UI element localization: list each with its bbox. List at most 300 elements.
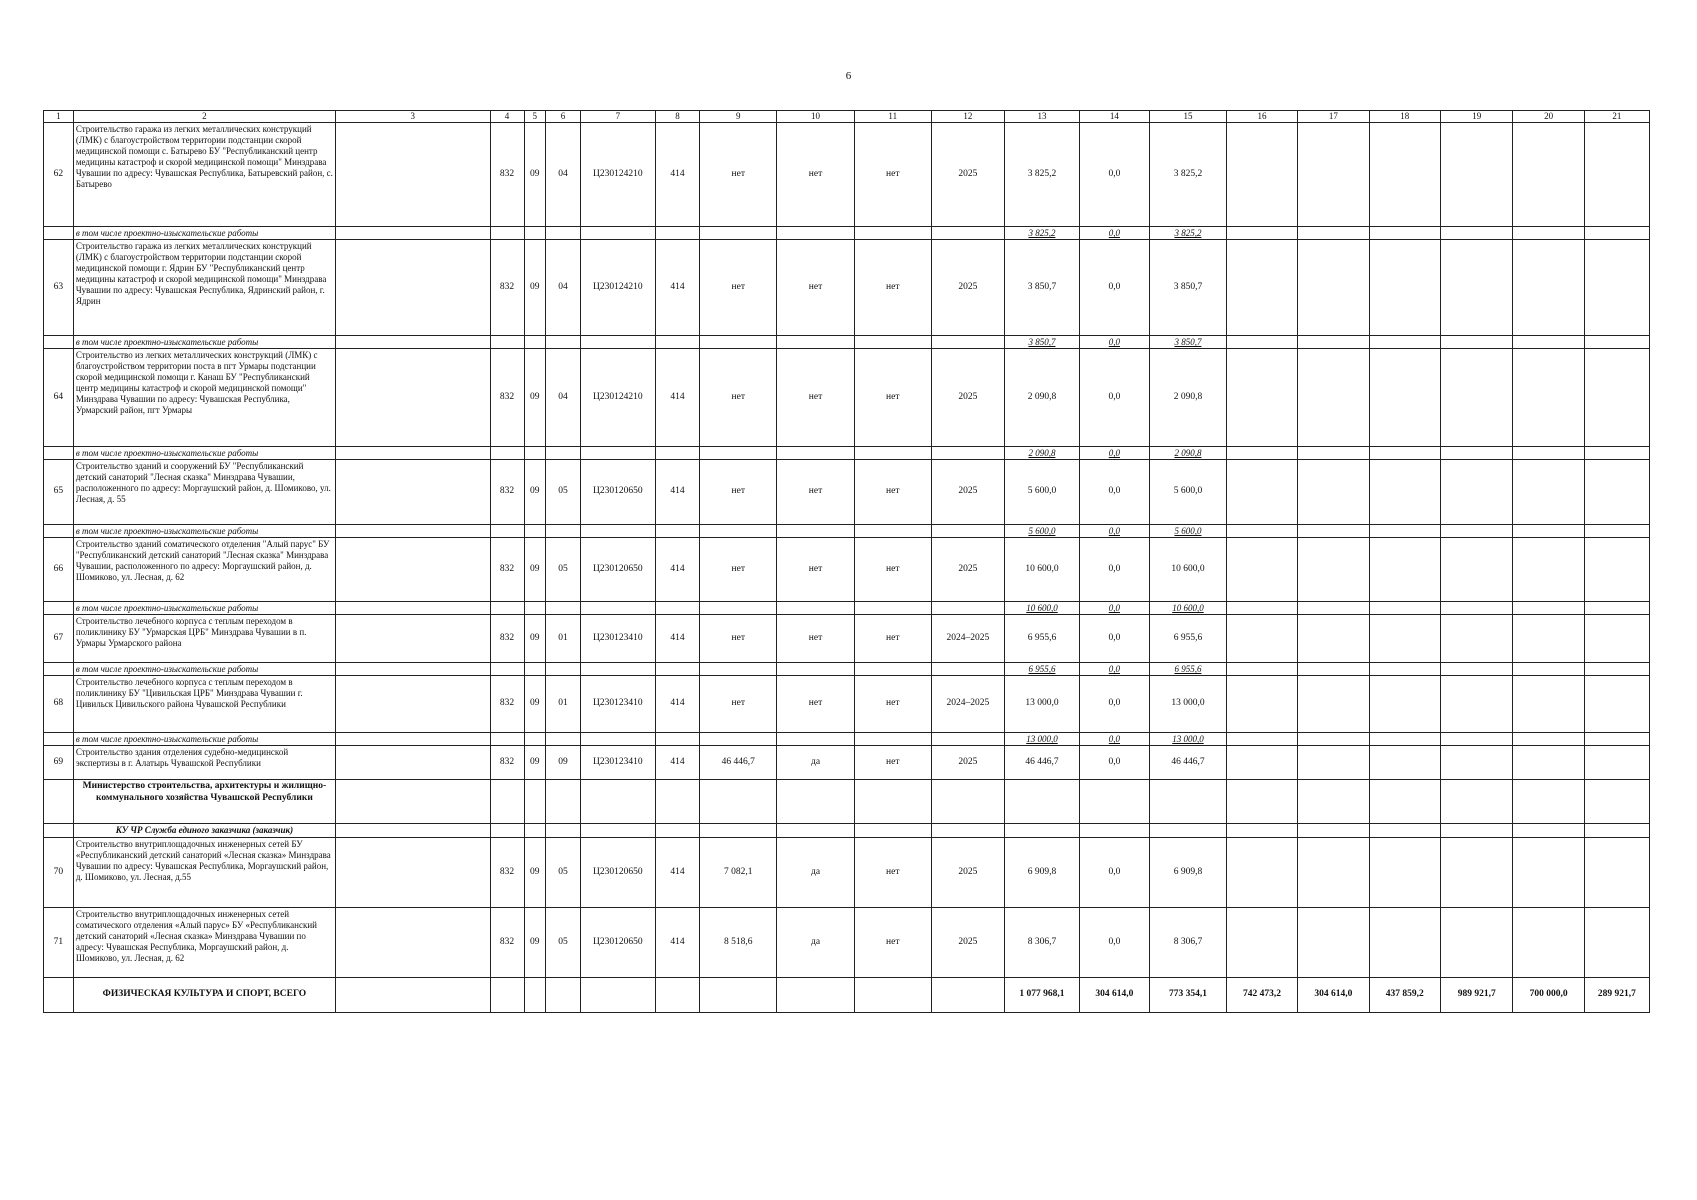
empty-cell [1440, 733, 1512, 746]
empty-cell [1226, 460, 1297, 525]
cell-c8: 414 [655, 123, 700, 227]
empty-cell [854, 447, 931, 460]
design-survey-label: в том числе проектно-изыскательские работы [73, 336, 335, 349]
empty-cell [44, 978, 74, 1013]
cell-c14: 0,0 [1079, 663, 1149, 676]
empty-cell [1369, 240, 1440, 336]
empty-cell [1226, 602, 1297, 615]
empty-cell [44, 780, 74, 824]
cell-c10: нет [777, 460, 855, 525]
empty-cell [335, 460, 490, 525]
empty-cell [524, 447, 545, 460]
empty-cell [524, 336, 545, 349]
column-number: 10 [777, 111, 855, 123]
cell-c9: нет [700, 676, 777, 733]
object-name: Строительство зданий и сооружений БУ "Республиканский детский санаторий "Лесная сказка" Минздрава Чувашии, расположенного по адресу: Моргаушский район, д. Шомиково, ул. Лесная, д. 55 [73, 460, 335, 525]
table-row [44, 123, 1650, 227]
empty-cell [1369, 349, 1440, 447]
empty-cell [700, 227, 777, 240]
cell-c10: нет [777, 615, 855, 663]
empty-cell [1005, 824, 1080, 838]
table-row [44, 908, 1650, 978]
empty-cell [335, 123, 490, 227]
cell-c5: 09 [524, 123, 545, 227]
column-number: 7 [581, 111, 656, 123]
cell-c13: 3 825,2 [1005, 227, 1080, 240]
empty-cell [700, 733, 777, 746]
empty-cell [335, 733, 490, 746]
cell-c13: 6 955,6 [1005, 663, 1080, 676]
column-number: 11 [854, 111, 931, 123]
cell-c12: 2025 [931, 460, 1005, 525]
empty-cell [655, 447, 700, 460]
empty-cell [1298, 824, 1369, 838]
empty-cell [1369, 615, 1440, 663]
empty-cell [545, 663, 580, 676]
cell-c15: 3 825,2 [1150, 123, 1227, 227]
cell-c5: 09 [524, 240, 545, 336]
empty-cell [1226, 615, 1297, 663]
cell-c13: 5 600,0 [1005, 460, 1080, 525]
empty-cell [1440, 240, 1512, 336]
empty-cell [1369, 538, 1440, 602]
empty-cell [777, 663, 855, 676]
empty-cell [581, 780, 656, 824]
cell-c14: 0,0 [1079, 460, 1149, 525]
empty-cell [490, 336, 524, 349]
cell-c4: 832 [490, 838, 524, 908]
cell-c14: 0,0 [1079, 447, 1149, 460]
empty-cell [44, 824, 74, 838]
cell-c14: 0,0 [1079, 838, 1149, 908]
object-name: Строительство зданий соматического отделения "Алый парус" БУ "Республиканский детский санаторий "Лесная сказка" Минздрава Чувашии, расположенного по адресу: Моргаушский район, д. Шомиково, ул. Лесная, д. 62 [73, 538, 335, 602]
cell-c6: 05 [545, 538, 580, 602]
empty-cell [1440, 123, 1512, 227]
empty-cell [777, 978, 855, 1013]
cell-c14: 0,0 [1079, 227, 1149, 240]
empty-cell [931, 227, 1005, 240]
cell-c15: 6 955,6 [1150, 663, 1227, 676]
cell-c13: 5 600,0 [1005, 525, 1080, 538]
empty-cell [1226, 538, 1297, 602]
empty-cell [1513, 447, 1584, 460]
empty-cell [1298, 447, 1369, 460]
column-number: 20 [1513, 111, 1584, 123]
cell-c9: 8 518,6 [700, 908, 777, 978]
empty-cell [1584, 447, 1649, 460]
empty-cell [1226, 746, 1297, 780]
empty-cell [524, 602, 545, 615]
empty-cell [335, 349, 490, 447]
empty-cell [44, 525, 74, 538]
empty-cell [1005, 780, 1080, 824]
row-number: 67 [44, 615, 74, 663]
column-number-row [44, 111, 1650, 123]
empty-cell [1298, 615, 1369, 663]
empty-cell [1584, 336, 1649, 349]
cell-c14: 0,0 [1079, 123, 1149, 227]
cell-c4: 832 [490, 676, 524, 733]
empty-cell [655, 978, 700, 1013]
empty-cell [335, 615, 490, 663]
empty-cell [581, 978, 656, 1013]
cell-c13: 2 090,8 [1005, 447, 1080, 460]
empty-cell [777, 780, 855, 824]
cell-c14: 0,0 [1079, 349, 1149, 447]
empty-cell [1584, 123, 1649, 227]
design-survey-label: в том числе проектно-изыскательские работы [73, 525, 335, 538]
empty-cell [777, 336, 855, 349]
empty-cell [1369, 908, 1440, 978]
empty-cell [777, 602, 855, 615]
cell-c14: 0,0 [1079, 538, 1149, 602]
empty-cell [335, 676, 490, 733]
cell-c10: да [777, 838, 855, 908]
empty-cell [1513, 838, 1584, 908]
table-row [44, 746, 1650, 780]
empty-cell [931, 525, 1005, 538]
agency-heading-row [44, 824, 1650, 838]
cell-c7: Ц230123410 [581, 746, 656, 780]
ministry-heading-row [44, 780, 1650, 824]
empty-cell [44, 602, 74, 615]
empty-cell [1584, 824, 1649, 838]
empty-cell [545, 780, 580, 824]
empty-cell [1513, 780, 1584, 824]
empty-cell [700, 602, 777, 615]
empty-cell [581, 525, 656, 538]
column-number: 17 [1298, 111, 1369, 123]
cell-c4: 832 [490, 538, 524, 602]
empty-cell [1440, 349, 1512, 447]
cell-c7: Ц230120650 [581, 838, 656, 908]
table-row [44, 838, 1650, 908]
empty-cell [1369, 663, 1440, 676]
empty-cell [1226, 824, 1297, 838]
empty-cell [490, 780, 524, 824]
empty-cell [335, 240, 490, 336]
empty-cell [1513, 349, 1584, 447]
cell-c9: нет [700, 349, 777, 447]
empty-cell [1298, 538, 1369, 602]
cell-c14: 0,0 [1079, 746, 1149, 780]
cell-c15: 3 850,7 [1150, 240, 1227, 336]
cell-c15: 8 306,7 [1150, 908, 1227, 978]
column-number: 1 [44, 111, 74, 123]
cell-c8: 414 [655, 538, 700, 602]
cell-c7: Ц230123410 [581, 615, 656, 663]
design-survey-row [44, 733, 1650, 746]
empty-cell [777, 525, 855, 538]
object-name: Строительство здания отделения судебно-медицинской экспертизы в г. Алатырь Чувашской Республики [73, 746, 335, 780]
empty-cell [1513, 676, 1584, 733]
total-c16: 742 473,2 [1226, 978, 1297, 1013]
empty-cell [700, 336, 777, 349]
cell-c8: 414 [655, 349, 700, 447]
column-number: 21 [1584, 111, 1649, 123]
cell-c15: 10 600,0 [1150, 602, 1227, 615]
empty-cell [1226, 733, 1297, 746]
empty-cell [1440, 336, 1512, 349]
cell-c13: 8 306,7 [1005, 908, 1080, 978]
empty-cell [1584, 663, 1649, 676]
empty-cell [1369, 447, 1440, 460]
cell-c13: 10 600,0 [1005, 538, 1080, 602]
cell-c11: нет [854, 123, 931, 227]
cell-c11: нет [854, 838, 931, 908]
empty-cell [1584, 733, 1649, 746]
table-row [44, 240, 1650, 336]
design-survey-label: в том числе проектно-изыскательские работы [73, 602, 335, 615]
empty-cell [1513, 525, 1584, 538]
cell-c7: Ц230120650 [581, 908, 656, 978]
cell-c7: Ц230120650 [581, 538, 656, 602]
empty-cell [545, 447, 580, 460]
empty-cell [1513, 240, 1584, 336]
cell-c4: 832 [490, 123, 524, 227]
empty-cell [581, 602, 656, 615]
empty-cell [777, 824, 855, 838]
design-survey-label: в том числе проектно-изыскательские работы [73, 733, 335, 746]
object-name: Строительство лечебного корпуса с теплым переходом в поликлинику БУ "Урмарская ЦРБ" Минздрава Чувашии в п. Урмары Урмарского района [73, 615, 335, 663]
empty-cell [545, 227, 580, 240]
empty-cell [1298, 780, 1369, 824]
column-number: 4 [490, 111, 524, 123]
empty-cell [1369, 676, 1440, 733]
column-number: 16 [1226, 111, 1297, 123]
empty-cell [335, 780, 490, 824]
empty-cell [1513, 615, 1584, 663]
empty-cell [1584, 780, 1649, 824]
cell-c8: 414 [655, 746, 700, 780]
row-number: 64 [44, 349, 74, 447]
empty-cell [931, 447, 1005, 460]
empty-cell [490, 602, 524, 615]
cell-c10: да [777, 746, 855, 780]
cell-c12: 2025 [931, 538, 1005, 602]
row-number: 70 [44, 838, 74, 908]
cell-c13: 13 000,0 [1005, 733, 1080, 746]
empty-cell [335, 525, 490, 538]
cell-c11: нет [854, 908, 931, 978]
column-number: 12 [931, 111, 1005, 123]
empty-cell [1298, 676, 1369, 733]
cell-c13: 3 825,2 [1005, 123, 1080, 227]
empty-cell [655, 336, 700, 349]
empty-cell [1298, 733, 1369, 746]
empty-cell [335, 538, 490, 602]
empty-cell [1440, 746, 1512, 780]
empty-cell [1369, 746, 1440, 780]
empty-cell [854, 227, 931, 240]
cell-c14: 0,0 [1079, 336, 1149, 349]
empty-cell [44, 336, 74, 349]
table-row [44, 676, 1650, 733]
column-number: 3 [335, 111, 490, 123]
object-name: Строительство внутриплощадочных инженерных сетей соматического отделения «Алый парус» БУ «Республиканский детский санаторий «Лесная сказка» Минздрава Чувашии по адресу: Чувашская Республика, Моргаушский район, д. Шомиково, ул. Лесная, д. 62 [73, 908, 335, 978]
total-c13: 1 077 968,1 [1005, 978, 1080, 1013]
design-survey-label: в том числе проектно-изыскательские работы [73, 447, 335, 460]
cell-c9: нет [700, 538, 777, 602]
empty-cell [854, 336, 931, 349]
cell-c10: да [777, 908, 855, 978]
cell-c15: 46 446,7 [1150, 746, 1227, 780]
empty-cell [1298, 525, 1369, 538]
empty-cell [1513, 663, 1584, 676]
empty-cell [1298, 240, 1369, 336]
cell-c11: нет [854, 746, 931, 780]
empty-cell [545, 824, 580, 838]
empty-cell [1584, 602, 1649, 615]
empty-cell [335, 824, 490, 838]
row-number: 71 [44, 908, 74, 978]
cell-c13: 46 446,7 [1005, 746, 1080, 780]
empty-cell [1440, 663, 1512, 676]
cell-c15: 3 850,7 [1150, 336, 1227, 349]
agency-heading: КУ ЧР Служба единого заказчика (заказчик) [73, 824, 335, 838]
empty-cell [335, 336, 490, 349]
cell-c6: 05 [545, 460, 580, 525]
empty-cell [1298, 602, 1369, 615]
cell-c12: 2024–2025 [931, 676, 1005, 733]
object-name: Строительство из легких металлических конструкций (ЛМК) с благоустройством территории поста в пгт Урмары подстанции скорой медицинской помощи г. Канаш БУ "Республиканский центр медицины катастроф и скорой медицинской помощи" Минздрава Чувашии по адресу: Чувашская Республика, Урмарский район, пгт Урмары [73, 349, 335, 447]
empty-cell [524, 227, 545, 240]
empty-cell [1226, 663, 1297, 676]
cell-c13: 3 850,7 [1005, 240, 1080, 336]
object-name: Строительство лечебного корпуса с теплым переходом в поликлинику БУ "Цивильская ЦРБ" Минздрава Чувашии г. Цивильск Цивильского района Чувашской Республики [73, 676, 335, 733]
cell-c13: 13 000,0 [1005, 676, 1080, 733]
empty-cell [1079, 824, 1149, 838]
cell-c15: 6 909,8 [1150, 838, 1227, 908]
empty-cell [1584, 460, 1649, 525]
empty-cell [1440, 824, 1512, 838]
empty-cell [490, 447, 524, 460]
empty-cell [777, 733, 855, 746]
column-number: 19 [1440, 111, 1512, 123]
cell-c9: 46 446,7 [700, 746, 777, 780]
row-number: 69 [44, 746, 74, 780]
empty-cell [1440, 525, 1512, 538]
empty-cell [1226, 838, 1297, 908]
cell-c14: 0,0 [1079, 240, 1149, 336]
cell-c5: 09 [524, 676, 545, 733]
empty-cell [1226, 908, 1297, 978]
row-number: 66 [44, 538, 74, 602]
cell-c9: 7 082,1 [700, 838, 777, 908]
empty-cell [1226, 525, 1297, 538]
empty-cell [1298, 123, 1369, 227]
cell-c7: Ц230124210 [581, 123, 656, 227]
total-row [44, 978, 1650, 1013]
budget-table [43, 110, 1650, 1013]
cell-c6: 04 [545, 240, 580, 336]
cell-c10: нет [777, 676, 855, 733]
empty-cell [44, 733, 74, 746]
cell-c9: нет [700, 460, 777, 525]
cell-c11: нет [854, 349, 931, 447]
cell-c13: 10 600,0 [1005, 602, 1080, 615]
empty-cell [854, 978, 931, 1013]
empty-cell [931, 733, 1005, 746]
cell-c6: 05 [545, 838, 580, 908]
cell-c12: 2025 [931, 908, 1005, 978]
empty-cell [1226, 447, 1297, 460]
table-row [44, 349, 1650, 447]
empty-cell [655, 602, 700, 615]
cell-c6: 01 [545, 676, 580, 733]
design-survey-label: в том числе проектно-изыскательские работы [73, 227, 335, 240]
empty-cell [700, 978, 777, 1013]
design-survey-row [44, 447, 1650, 460]
empty-cell [1298, 908, 1369, 978]
cell-c6: 04 [545, 349, 580, 447]
cell-c7: Ц230124210 [581, 240, 656, 336]
empty-cell [490, 663, 524, 676]
empty-cell [1079, 780, 1149, 824]
empty-cell [524, 978, 545, 1013]
empty-cell [490, 525, 524, 538]
empty-cell [854, 525, 931, 538]
empty-cell [44, 663, 74, 676]
empty-cell [1440, 676, 1512, 733]
cell-c6: 04 [545, 123, 580, 227]
empty-cell [1440, 838, 1512, 908]
empty-cell [545, 336, 580, 349]
cell-c12: 2025 [931, 123, 1005, 227]
cell-c7: Ц230120650 [581, 460, 656, 525]
cell-c11: нет [854, 240, 931, 336]
empty-cell [524, 525, 545, 538]
empty-cell [1584, 746, 1649, 780]
empty-cell [44, 447, 74, 460]
empty-cell [1298, 663, 1369, 676]
cell-c9: нет [700, 240, 777, 336]
cell-c6: 09 [545, 746, 580, 780]
empty-cell [335, 227, 490, 240]
empty-cell [700, 447, 777, 460]
cell-c5: 09 [524, 908, 545, 978]
empty-cell [335, 908, 490, 978]
column-number: 15 [1150, 111, 1227, 123]
column-number: 8 [655, 111, 700, 123]
row-number: 65 [44, 460, 74, 525]
design-survey-row [44, 336, 1650, 349]
cell-c13: 3 850,7 [1005, 336, 1080, 349]
cell-c15: 13 000,0 [1150, 676, 1227, 733]
empty-cell [490, 733, 524, 746]
cell-c8: 414 [655, 838, 700, 908]
cell-c5: 09 [524, 349, 545, 447]
empty-cell [1513, 227, 1584, 240]
empty-cell [335, 447, 490, 460]
cell-c9: нет [700, 615, 777, 663]
empty-cell [1440, 780, 1512, 824]
empty-cell [1369, 838, 1440, 908]
empty-cell [1584, 227, 1649, 240]
cell-c10: нет [777, 123, 855, 227]
empty-cell [1369, 824, 1440, 838]
cell-c14: 0,0 [1079, 615, 1149, 663]
cell-c14: 0,0 [1079, 525, 1149, 538]
empty-cell [1150, 780, 1227, 824]
empty-cell [1440, 447, 1512, 460]
column-number: 13 [1005, 111, 1080, 123]
design-survey-row [44, 663, 1650, 676]
empty-cell [581, 227, 656, 240]
empty-cell [524, 824, 545, 838]
object-name: Строительство гаража из легких металлических конструкций (ЛМК) с благоустройством территории подстанции скорой медицинской помощи с. Батырево БУ "Республиканский центр медицины катастроф и скорой медицинской помощи" Минздрава Чувашии по адресу: Чувашская Республика, Батыревский район, с. Батырево [73, 123, 335, 227]
design-survey-row [44, 227, 1650, 240]
